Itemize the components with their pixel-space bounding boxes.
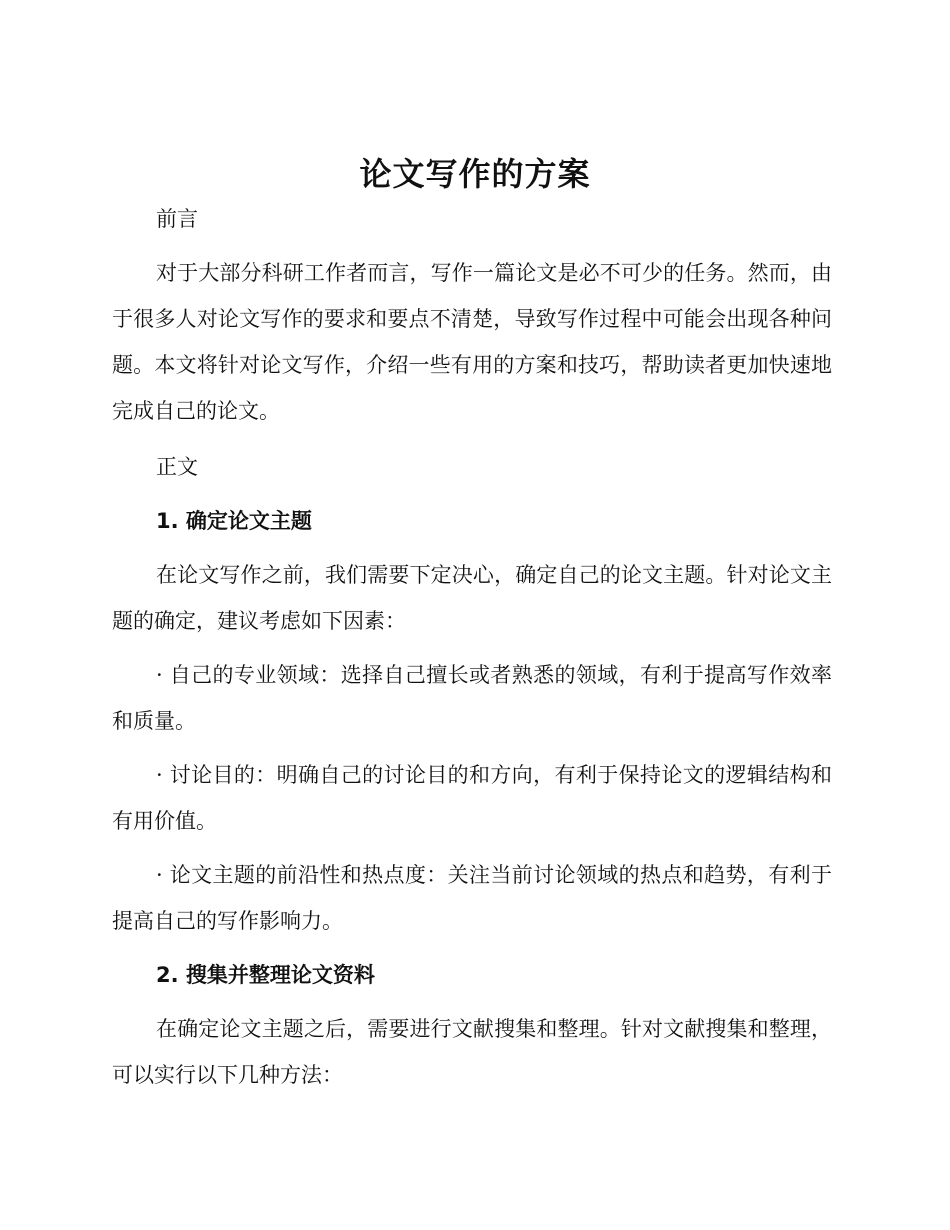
document-body	[112, 196, 832, 1098]
section-1-bullet: · 自己的专业领域：选择自己擅长或者熟悉的领域，有利于提高写作效率和质量。	[112, 663, 832, 733]
section-1-heading: 1. 确定论文主题	[156, 509, 312, 533]
section-1-bullet: · 论文主题的前沿性和热点度：关注当前讨论领域的热点和趋势，有利于提高自己的写作影响力。	[112, 863, 832, 933]
section-2-intro: 在确定论文主题之后，需要进行文献搜集和整理。针对文献搜集和整理，可以实行以下几种方法：	[112, 1017, 832, 1087]
section-1-intro: 在论文写作之前，我们需要下定决心，确定自己的论文主题。针对论文主题的确定，建议考虑如下因素：	[112, 563, 832, 633]
body-heading: 正文	[156, 455, 198, 479]
preface-paragraph: 对于大部分科研工作者而言，写作一篇论文是必不可少的任务。然而，由于很多人对论文写作的要求和要点不清楚，导致写作过程中可能会出现各种问题。本文将针对论文写作，介绍一些有用的方案和技巧，帮助读者更加快速地完成自己的论文。	[112, 261, 832, 423]
section-1-bullet: · 讨论目的：明确自己的讨论目的和方向，有利于保持论文的逻辑结构和有用价值。	[112, 763, 832, 833]
document-title: 论文写作的方案	[359, 155, 591, 193]
section-2-heading: 2. 搜集并整理论文资料	[156, 963, 375, 987]
preface-heading: 前言	[156, 207, 198, 231]
